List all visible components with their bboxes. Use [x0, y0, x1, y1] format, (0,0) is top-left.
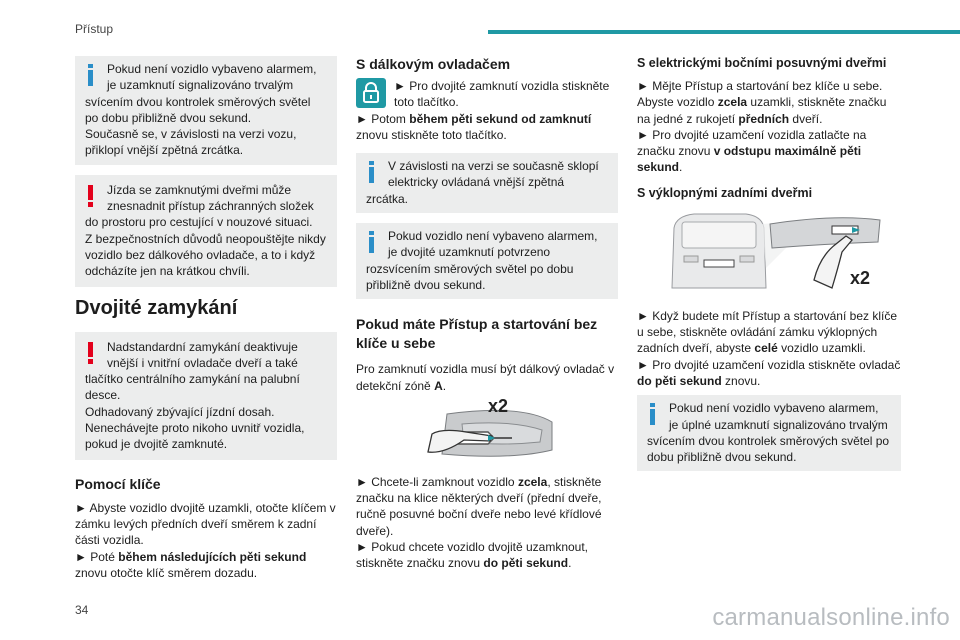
instruction-text: ► Pro dvojité uzamčení vozidla stiskněte ovladač do pěti sekund znovu. [637, 357, 901, 388]
lock-instruction [356, 78, 618, 111]
x2-label: x2 [850, 267, 871, 288]
instruction-text: ► Poté během následujících pěti sekund znovu otočte klíč směrem dozadu. [75, 549, 307, 580]
instruction-text: ► Potom během pěti sekund od zamknutí znovu stiskněte toto tlačítko. [356, 111, 592, 142]
instruction-text: ► Abyste vozidlo dvojitě uzamkli, otočte klíčem v zámku levých předních dveří směrem k zadní části vozidla. [75, 500, 336, 548]
warning-text: Nenechávejte proto nikoho uvnitř vozidla, pokud je dvojitě zamknuté. [85, 421, 305, 452]
info-note [75, 56, 337, 165]
info-note [356, 223, 618, 299]
info-icon [647, 400, 669, 432]
warning-text: Odhadovaný zbývající jízdní dosah. [85, 404, 275, 419]
tailgate-illustration [654, 208, 884, 304]
note-text: V závislosti na verzi se současně sklopí elektricky ovládaná vnější zpětná zrcátka. [366, 159, 599, 206]
subsection-heading: Pokud máte Přístup a startování bez klíče u sebe [356, 316, 598, 352]
info-note [637, 395, 901, 471]
warning-text: Jízda se zamknutými dveřmi může znesnadnit přístup záchranných složek do prostoru pro cestující v nouzové situaci. [85, 182, 314, 230]
column-left [75, 56, 337, 581]
info-icon [366, 158, 388, 190]
instruction-text: ► Pokud chcete vozidlo dvojitě uzamknout, stiskněte značku znovu do pěti sekund. [356, 540, 589, 571]
column-middle [356, 56, 618, 572]
instruction-text: Pro zamknutí vozidla musí být dálkový ovladač v detekční zóně A. [356, 362, 615, 393]
subsection-heading: Pomocí klíče [75, 475, 161, 492]
instruction-text: ► Pro dvojité zamknutí vozidla stiskněte toto tlačítko. [394, 79, 610, 110]
instruction-text: ► Mějte Přístup a startování bez klíče u sebe. Abyste vozidlo zcela uzamkli, stiskněte značku na jedné z rukojetí předních dveří. [637, 79, 887, 126]
instruction-text: ► Pro dvojité uzamčení vozidla zatlačte na značku znovu v odstupu maximálně pěti sekund. [637, 127, 867, 175]
page-number: 34 [75, 603, 89, 617]
instruction-text: ► Chcete-li zamknout vozidlo zcela, stiskněte značku na klice některých dveří (přední dveře, ručně posuvné boční dveře nebo levé křídlové dveře). [356, 474, 602, 538]
running-header: Přístup [75, 22, 114, 36]
door-handle-illustration [402, 394, 572, 474]
note-text: Pokud vozidlo není vybaveno alarmem, je dvojité uzamknutí potvrzeno rozsvícením směrových světel po dobu přibližně dvou sekund. [366, 229, 598, 292]
section-heading: Dvojité zamykání [75, 296, 238, 319]
note-text: Pokud není vozidlo vybaveno alarmem, je úplné uzamknutí signalizováno trvalým svícením dvou kontrolek směrových světel po dobu přibližně dvou sekund. [647, 401, 890, 465]
subsection-heading: S dálkovým ovladačem [356, 56, 511, 72]
note-text: Pokud není vozidlo vybaveno alarmem, je uzamknutí signalizováno trvalým svícením dvou kontrolek směrových světel po dobu přibližně dvou sekund. [85, 62, 317, 125]
column-right [637, 56, 901, 481]
info-icon [85, 61, 107, 93]
warning-icon [85, 339, 107, 371]
warning-note [75, 332, 337, 460]
warning-text: Z bezpečnostních důvodů neopouštějte nikdy vozidlo bez dálkového ovladače, a to i když odcházíte jen na krátkou chvíli. [85, 231, 326, 279]
warning-text: Nadstandardní zamykání deaktivuje vnější i vnitřní ovladače dveří a také tlačítko centrálního zamykání na palubní desce. [85, 339, 300, 403]
subsection-heading: S výklopnými zadními dveřmi [637, 185, 813, 200]
header-accent-bar [488, 30, 960, 34]
warning-note [75, 175, 337, 287]
instruction-text: ► Když budete mít Přístup a startování bez klíče u sebe, stiskněte ovládání zámku výklopných zadních dveří, abyste celé vozidlo uzamkli. [637, 308, 897, 356]
x2-label: x2 [488, 395, 509, 416]
info-note [356, 153, 618, 213]
lock-button-icon [356, 78, 386, 108]
subsection-heading: S elektrickými bočními posuvnými dveřmi [637, 56, 887, 70]
warning-icon [85, 182, 107, 214]
watermark: carmanualsonline.info [712, 604, 950, 631]
note-text: Současně se, v závislosti na verzi vozu, přiklopí vnější zpětná zrcátka. [85, 127, 297, 158]
info-icon [366, 228, 388, 260]
